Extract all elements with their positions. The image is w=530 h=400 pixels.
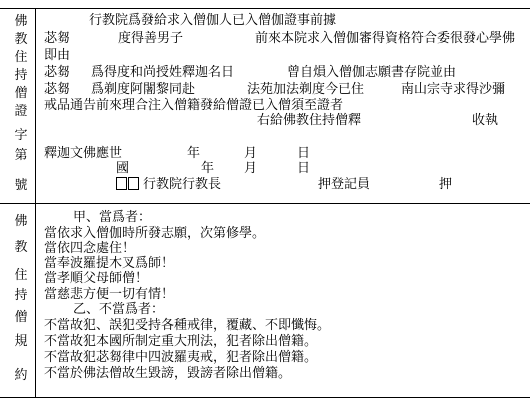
- left-label-char: 約: [14, 368, 28, 383]
- left-column-divider: [35, 8, 36, 398]
- cert-line-2-a: 苾芻: [44, 31, 71, 46]
- cert-line-2-c: 前來本院求入僧伽審得資格符合委很發心學佛: [255, 31, 516, 46]
- rules-heading-b: 乙、不當爲者：: [73, 302, 165, 317]
- date-2-day: 日: [297, 161, 311, 176]
- cert-line-6: 戒品通告前來理合注入僧籍發給僧證已入僧須至證者: [44, 98, 344, 113]
- top-border: [0, 8, 530, 9]
- rule-b-item: 不當於佛法僧故生毀謗，毀謗者除出僧籍。: [44, 366, 292, 381]
- date-2-month: 月: [244, 161, 258, 176]
- blank-box: [128, 177, 139, 190]
- rule-a-item: 當依求入僧伽時所發志願，次第修學。: [44, 226, 266, 241]
- cert-line-4-b: 爲得度和尚授姓釋迦名日: [91, 65, 235, 80]
- rule-a-item: 當依四念處住！: [44, 241, 136, 256]
- rules-heading-a: 甲、當爲者：: [73, 210, 152, 225]
- cert-line-5-b: 爲剃度阿闍黎同赴: [91, 82, 196, 97]
- date-1-month: 月: [244, 146, 258, 161]
- rule-a-item: 當奉波羅提木叉爲師！: [44, 256, 175, 271]
- cert-line-4-c: 曾自熉入僧伽志願書存院並由: [287, 65, 457, 80]
- left-label-char: 住: [14, 50, 28, 65]
- cert-line-5-c: 法苑加法剃度今已住: [247, 82, 365, 97]
- date-2-name: 國: [116, 161, 130, 176]
- date-2-year: 年: [201, 161, 215, 176]
- date-1-year: 年: [187, 146, 201, 161]
- left-label-char: 佛: [14, 214, 28, 229]
- left-label-char: 字: [14, 128, 28, 143]
- left-label-char: 教: [14, 240, 28, 255]
- sign-line-c: 押: [439, 177, 453, 192]
- left-label-char: 佛: [14, 14, 28, 29]
- sign-line-b: 押登記員: [318, 177, 371, 192]
- left-label-char: 持: [14, 288, 28, 303]
- rule-b-item: 不當故犯、誤犯受持各種戒律，覆藏、不即懺悔。: [44, 318, 331, 333]
- left-label-char: 持: [14, 68, 28, 83]
- cert-line-5-d: 南山宗寺求得沙彌: [401, 82, 506, 97]
- left-label-char: 證: [14, 104, 28, 119]
- cert-line-7-a: 右給佛教住持僧釋: [257, 113, 362, 128]
- cert-line-1: 行教院爲發給求入僧伽人已入僧伽證事前據: [89, 13, 337, 28]
- rule-a-item: 當孝順父母師僧！: [44, 271, 149, 286]
- left-label-char: 住: [14, 268, 28, 283]
- left-label-char: 僧: [14, 310, 28, 325]
- cert-line-3: 即由: [44, 48, 71, 63]
- sign-line-a: 行教院行教長: [143, 177, 222, 192]
- left-label-char: 規: [14, 334, 28, 349]
- rule-b-item: 不當故犯苾芻律中四波羅夷戒，犯者除出僧籍。: [44, 350, 318, 365]
- left-label-char: 第: [14, 148, 28, 163]
- blank-box: [116, 177, 127, 190]
- date-1-day: 日: [297, 146, 311, 161]
- cert-line-7-b: 收執: [472, 113, 499, 128]
- cert-line-5-a: 苾芻: [44, 82, 71, 97]
- cert-line-2-b: 度得善男子: [118, 31, 184, 46]
- left-label-char: 教: [14, 32, 28, 47]
- date-1-name: 釋迦文佛應世: [44, 146, 123, 161]
- rule-a-item: 當慈悲方便一切有情！: [44, 287, 175, 302]
- left-label-char: 號: [14, 178, 28, 193]
- section-divider: [0, 203, 530, 204]
- cert-line-4-a: 苾芻: [44, 65, 71, 80]
- rule-b-item: 不當故犯本國所制定重大刑法，犯者除出僧籍。: [44, 334, 318, 349]
- bottom-border: [0, 397, 530, 398]
- left-label-char: 僧: [14, 86, 28, 101]
